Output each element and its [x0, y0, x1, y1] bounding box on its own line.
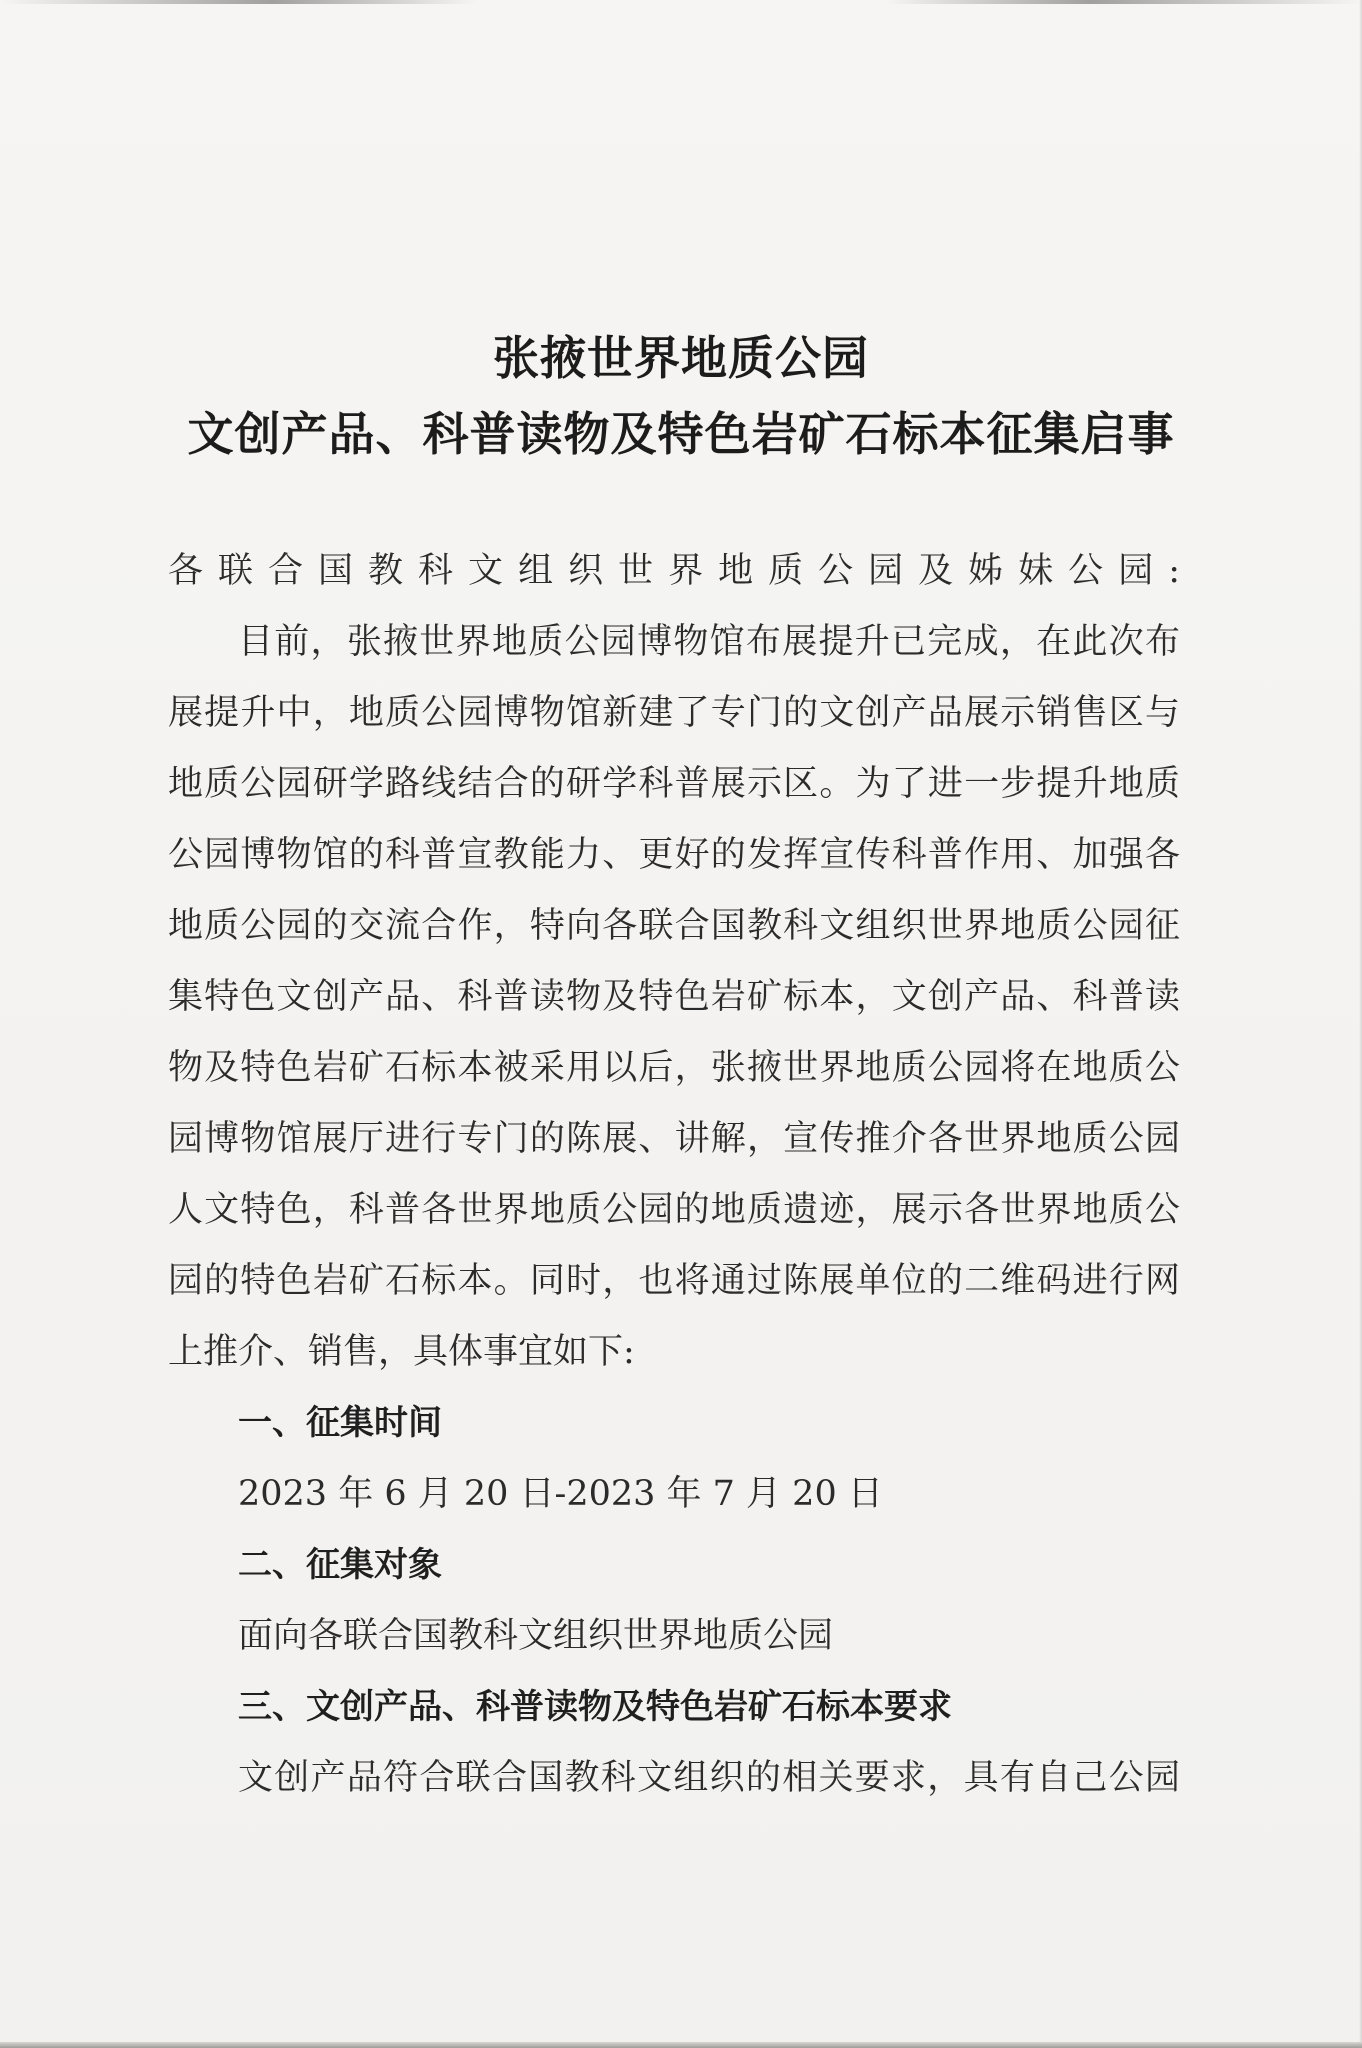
paragraph-line: 目前，张掖世界地质公园博物馆布展提升已完成，在此次布 — [238, 622, 1180, 662]
paragraph-line: 公园博物馆的科普宣教能力、更好的发挥宣传科普作用、加强各 — [168, 835, 1180, 875]
section3-text: 文创产品符合联合国教科文组织的相关要求，具有自己公园 — [238, 1758, 1180, 1798]
document-title-line1: 张掖世界地质公园 — [493, 331, 869, 385]
paragraph-line: 地质公园研学路线结合的研学科普展示区。为了进一步提升地质 — [168, 764, 1180, 804]
section2-heading: 二、征集对象 — [238, 1545, 442, 1585]
section1-text: 2023 年 6 月 20 日-2023 年 7 月 20 日 — [238, 1474, 883, 1514]
section1-heading: 一、征集时间 — [238, 1403, 442, 1443]
paragraph-line: 地质公园的交流合作，特向各联合国教科文组织世界地质公园征 — [168, 906, 1180, 946]
paragraph-line: 园的特色岩矿石标本。同时，也将通过陈展单位的二维码进行网 — [168, 1261, 1180, 1301]
paragraph-line: 物及特色岩矿石标本被采用以后，张掖世界地质公园将在地质公 — [168, 1048, 1180, 1088]
section2-text: 面向各联合国教科文组织世界地质公园 — [238, 1616, 834, 1656]
paragraph-line: 展提升中，地质公园博物馆新建了专门的文创产品展示销售区与 — [168, 693, 1180, 733]
paper-bottom-edge — [0, 2042, 1362, 2048]
salutation: 各联合国教科文组织世界地质公园及姊妹公园: — [168, 551, 1180, 591]
paragraph-line: 园博物馆展厅进行专门的陈展、讲解，宣传推介各世界地质公园 — [168, 1119, 1180, 1159]
paragraph-line: 人文特色，科普各世界地质公园的地质遗迹，展示各世界地质公 — [168, 1190, 1180, 1230]
section3-heading: 三、文创产品、科普读物及特色岩矿石标本要求 — [238, 1687, 952, 1727]
paragraph-line: 集特色文创产品、科普读物及特色岩矿标本，文创产品、科普读 — [168, 977, 1180, 1017]
paragraph-line: 上推介、销售，具体事宜如下: — [168, 1332, 635, 1372]
document-title-line2: 文创产品、科普读物及特色岩矿石标本征集启事 — [187, 407, 1175, 461]
paper-top-edge — [0, 0, 1362, 4]
